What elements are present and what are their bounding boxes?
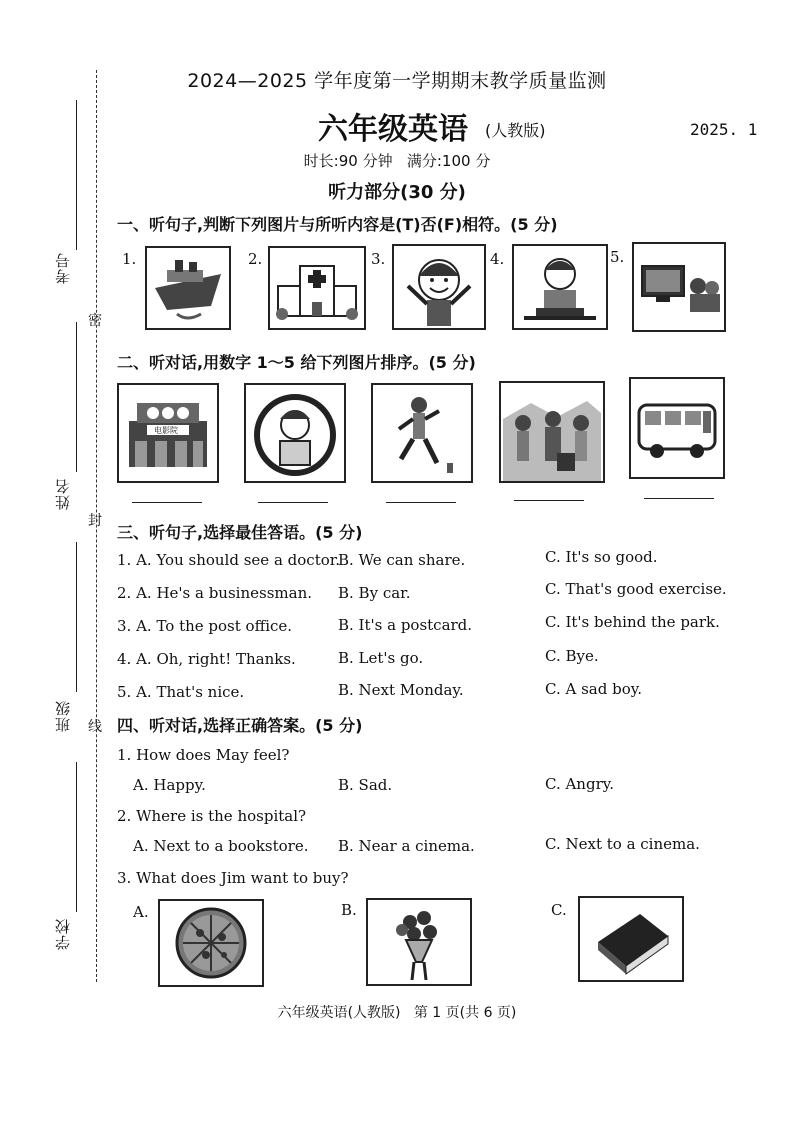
- s1-number-3: 3.: [371, 250, 386, 268]
- cinema-image: [117, 383, 219, 483]
- s1-number-2: 2.: [248, 250, 263, 268]
- s3-q3-option-b: B. It's a postcard.: [338, 616, 473, 634]
- s2-blank-2: [258, 502, 328, 503]
- boy-reading-image: [512, 244, 608, 330]
- s4-q1-option-b: B. Sad.: [338, 776, 393, 794]
- exam-name: 2024—2025 学年度第一学期期末教学质量监测: [187, 70, 607, 92]
- exam-meta: 时长:90 分钟 满分:100 分: [303, 152, 491, 170]
- seal-char-feng: 封: [88, 513, 102, 529]
- s3-q4-option-c: C. Bye.: [545, 647, 599, 665]
- name-line: [76, 322, 77, 472]
- school-label: 学校: [54, 918, 72, 950]
- s1-number-1: 1.: [122, 250, 137, 268]
- s3-q4-option-b: B. Let's go.: [338, 649, 424, 667]
- s2-blank-3: [386, 502, 456, 503]
- s4-q2-question: 2. Where is the hospital?: [117, 807, 307, 825]
- class-line: [76, 542, 77, 692]
- s3-q3-option-c: C. It's behind the park.: [545, 613, 720, 631]
- s3-q4-option-a: 4. A. Oh, right! Thanks.: [117, 650, 296, 668]
- s4-q3-option-c: C.: [551, 901, 567, 919]
- exam-date: 2025. 1: [690, 120, 758, 139]
- s4-q3-option-a: A.: [133, 903, 149, 921]
- s3-q2-option-b: B. By car.: [338, 584, 411, 602]
- hiking-family-image: [499, 381, 605, 483]
- book-image: [578, 896, 684, 982]
- s1-number-5: 5.: [610, 248, 625, 266]
- s3-q1-option-a: 1. A. You should see a doctor.: [117, 551, 341, 569]
- hospital-image: [268, 246, 366, 330]
- seal-char-mi: 密: [88, 313, 102, 329]
- s4-q1-question: 1. How does May feel?: [117, 746, 290, 764]
- seal-dashed-line: [96, 70, 97, 982]
- section4-heading: 四、听对话,选择正确答案。(5 分): [117, 716, 363, 735]
- s1-number-4: 4.: [490, 250, 505, 268]
- pizza-image: [158, 899, 264, 987]
- exam-number-line: [76, 100, 77, 250]
- happy-girl-image: [392, 244, 486, 330]
- s3-q3-option-a: 3. A. To the post office.: [117, 617, 293, 635]
- driver-image: [244, 383, 346, 483]
- class-label: 班级: [54, 700, 72, 732]
- section2-heading: 二、听对话,用数字 1～5 给下列图片排序。(5 分): [117, 353, 476, 372]
- s4-q2-option-b: B. Near a cinema.: [338, 837, 475, 855]
- exam-number-label: 考号: [54, 252, 72, 284]
- s4-q2-option-c: C. Next to a cinema.: [545, 835, 700, 853]
- s4-q1-option-c: C. Angry.: [545, 775, 614, 793]
- s2-blank-1: [132, 502, 202, 503]
- s4-q3-question: 3. What does Jim want to buy?: [117, 869, 349, 887]
- school-line: [76, 762, 77, 912]
- watching-tv-image: [632, 242, 726, 332]
- s3-q1-option-c: C. It's so good.: [545, 548, 658, 566]
- ship-image: [145, 246, 231, 330]
- s3-q1-option-b: B. We can share.: [338, 551, 466, 569]
- running-girl-image: [371, 383, 473, 483]
- s3-q5-option-c: C. A sad boy.: [545, 680, 642, 698]
- bus-image: [629, 377, 725, 479]
- s2-blank-4: [514, 500, 584, 501]
- section3-heading: 三、听句子,选择最佳答语。(5 分): [117, 523, 363, 542]
- s4-q3-option-b: B.: [341, 901, 357, 919]
- seal-char-xian: 线: [88, 719, 102, 735]
- edition-label: (人教版): [485, 121, 546, 140]
- cinema-sign: 电影院: [154, 426, 178, 435]
- s3-q5-option-a: 5. A. That's nice.: [117, 683, 245, 701]
- flowers-image: [366, 898, 472, 986]
- section1-heading: 一、听句子,判断下列图片与所听内容是(T)否(F)相符。(5 分): [117, 215, 558, 234]
- page-footer: 六年级英语(人教版) 第 1 页(共 6 页): [277, 1005, 517, 1021]
- name-label: 姓名: [54, 478, 72, 510]
- s3-q2-option-c: C. That's good exercise.: [545, 580, 727, 598]
- s2-blank-5: [644, 498, 714, 499]
- part-title: 听力部分(30 分): [328, 182, 466, 203]
- s3-q2-option-a: 2. A. He's a businessman.: [117, 584, 312, 602]
- s4-q1-option-a: A. Happy.: [133, 776, 206, 794]
- page-title: 六年级英语: [318, 112, 468, 147]
- s4-q2-option-a: A. Next to a bookstore.: [133, 837, 309, 855]
- s3-q5-option-b: B. Next Monday.: [338, 681, 464, 699]
